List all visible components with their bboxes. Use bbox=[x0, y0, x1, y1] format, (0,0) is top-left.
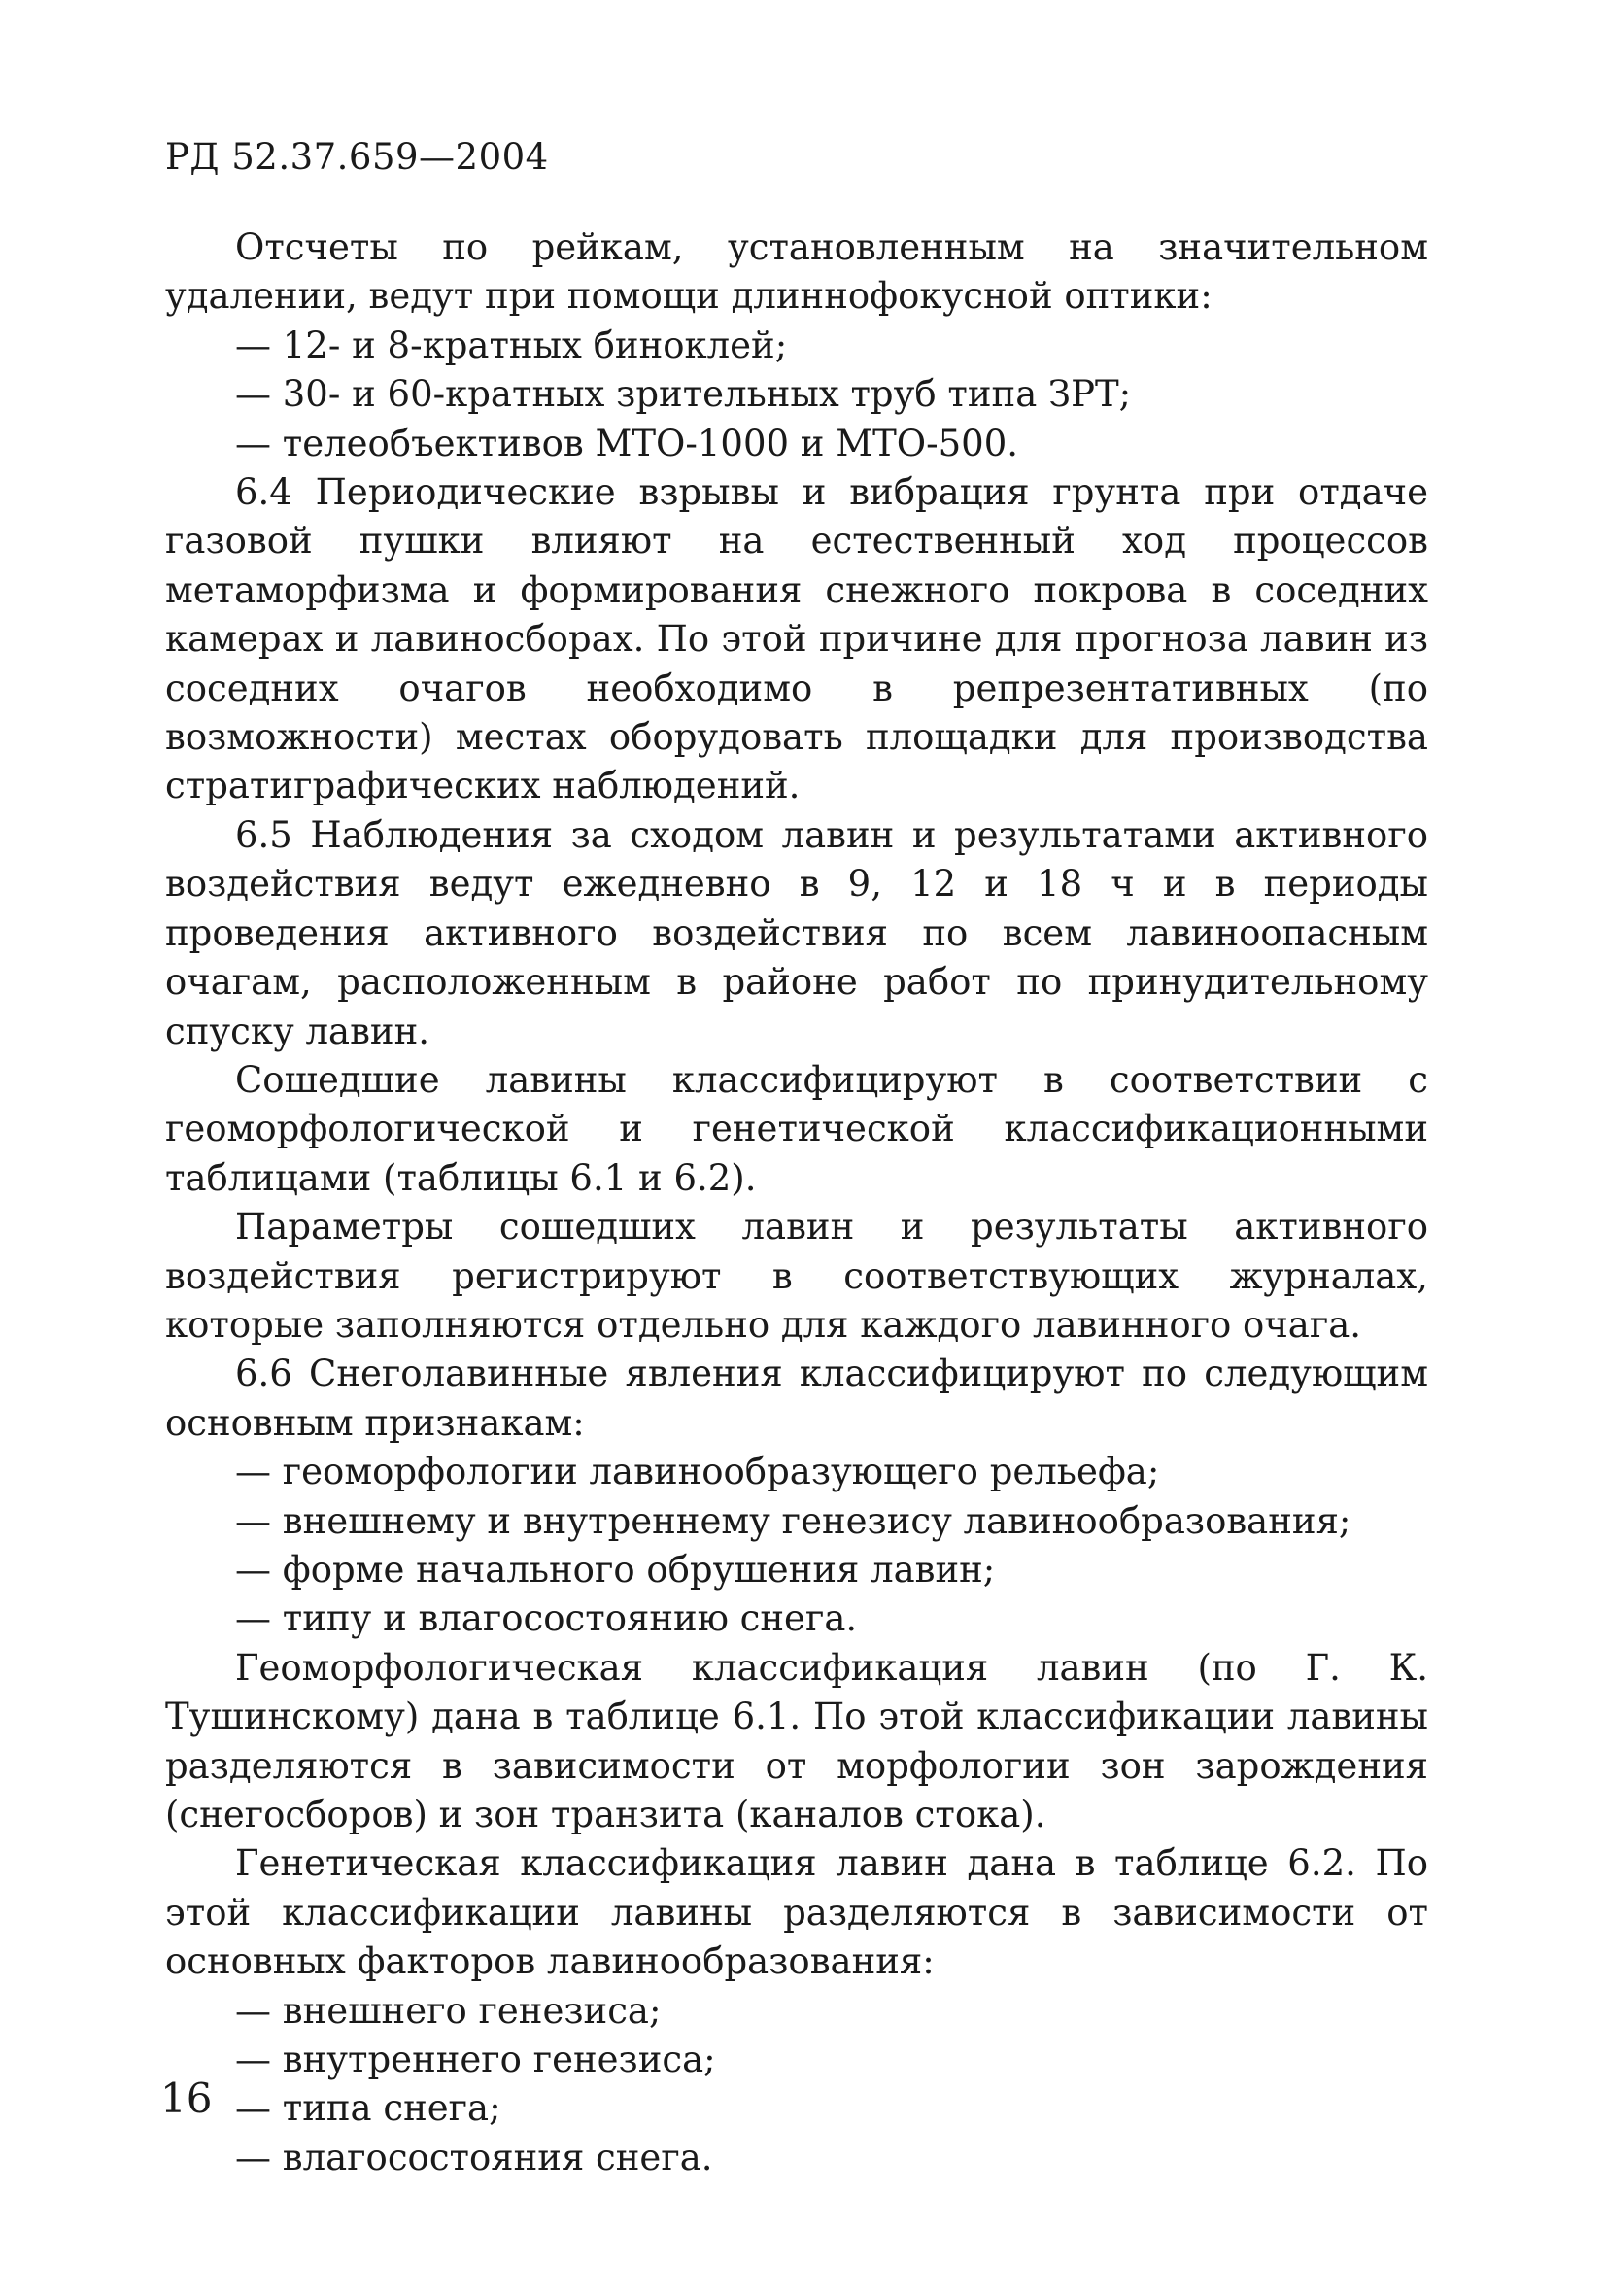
paragraph-avalanche-parameters: Параметры сошедших лавин и результаты активного воздействия регистрируют в соответствующих журналах, которые заполняются отдельно для каждого лавинного очага. bbox=[165, 1206, 1428, 1346]
paragraph-section-6-4: 6.4 Периодические взрывы и вибрация грунта при отдаче газовой пушки влияют на естественный ход процессов метаморфизма и формирования снежного покрова в соседних камерах и лавиносборах. По этой причине для прогноза лавин из соседних очагов необходимо в репрезентативных (по возможности) местах оборудовать площадки для производства стратиграфических наблюдений. bbox=[165, 471, 1428, 807]
paragraph-geomorphological-classification: Геоморфологическая классификация лавин (по Г. К. Тушинскому) дана в таблице 6.1. По этой классификации лавины разделяются в зависимости от морфологии зон зарождения (снегосборов) и зон транзита (каналов стока). bbox=[165, 1646, 1428, 1835]
document-code-header: РД 52.37.659—2004 bbox=[165, 136, 549, 178]
paragraph-section-6-6: 6.6 Снеголавинные явления классифицируют по следующим основным признакам: bbox=[165, 1353, 1428, 1444]
list-item: — внутреннего генезиса; bbox=[235, 2039, 716, 2081]
paragraph-genetic-classification: Генетическая классификация лавин дана в таблице 6.2. По этой классификации лавины разделяются в зависимости от основных факторов лавинообразования: bbox=[165, 1842, 1428, 1983]
list-item: — типа снега; bbox=[235, 2087, 501, 2130]
optics-list bbox=[165, 322, 1428, 468]
list-item: — 12- и 8-кратных биноклей; bbox=[235, 324, 788, 366]
page-number: 16 bbox=[160, 2074, 213, 2122]
paragraph-avalanche-classification: Сошедшие лавины классифицируют в соответствии с геоморфологической и генетической классификационными таблицами (таблицы 6.1 и 6.2). bbox=[165, 1058, 1428, 1199]
list-item: — телеобъективов МТО-1000 и МТО-500. bbox=[235, 422, 1018, 464]
document-body bbox=[165, 223, 1428, 2182]
list-item: — типу и влагосостоянию снега. bbox=[235, 1597, 858, 1640]
list-item: — геоморфологии лавинообразующего рельефа; bbox=[235, 1451, 1160, 1493]
list-item: — 30- и 60-кратных зрительных труб типа ЗРТ; bbox=[235, 373, 1132, 416]
list-item: — внешнему и внутреннему генезису лавинообразования; bbox=[235, 1499, 1351, 1542]
list-item: — влагосостояния снега. bbox=[235, 2136, 713, 2178]
paragraph-section-6-5: 6.5 Наблюдения за сходом лавин и результатами активного воздействия ведут ежедневно в 9, 12 и 18 ч и в периоды проведения активного воздействия по всем лавиноопасным очагам, расположенным в районе работ по принудительному спуску лавин. bbox=[165, 813, 1428, 1052]
classification-criteria-list bbox=[165, 1448, 1428, 1644]
genetic-factors-list bbox=[165, 1987, 1428, 2183]
list-item: — форме начального обрушения лавин; bbox=[235, 1548, 996, 1591]
list-item: — внешнего генезиса; bbox=[235, 1989, 662, 2032]
paragraph-rangefinder-optics: Отсчеты по рейкам, установленным на значительном удалении, ведут при помощи длиннофокусной оптики: bbox=[165, 226, 1428, 318]
